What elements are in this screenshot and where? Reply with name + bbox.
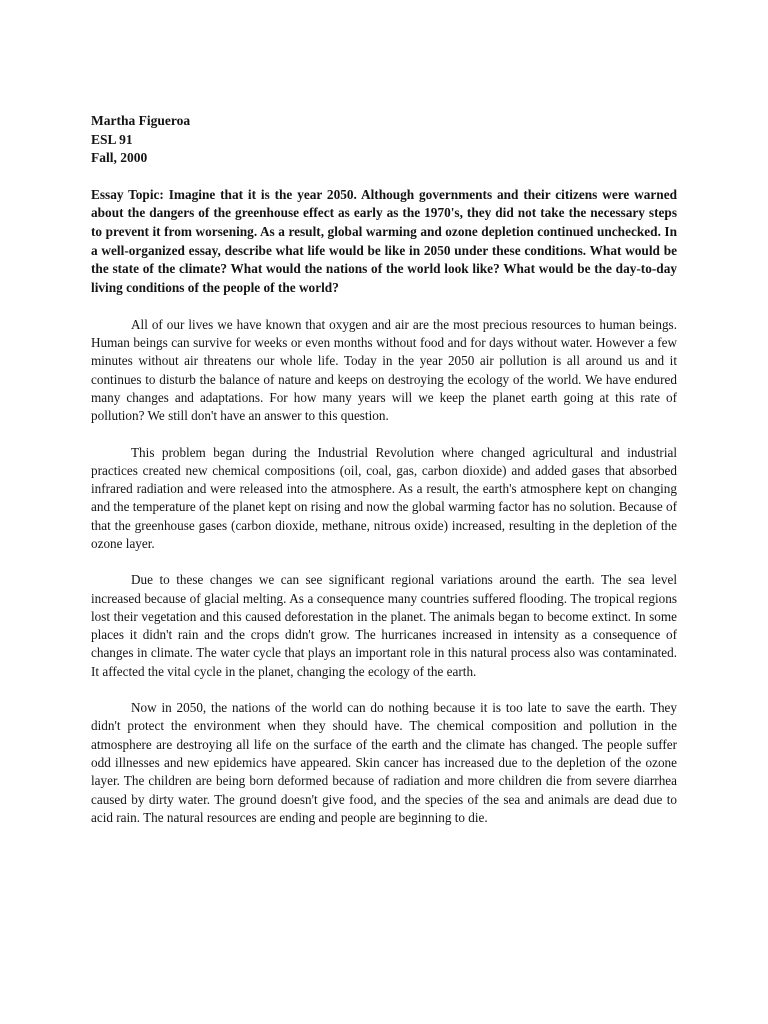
author-name: Martha Figueroa xyxy=(91,113,191,128)
essay-body xyxy=(91,316,677,827)
essay-paragraph: Due to these changes we can see significant regional variations around the earth. The sea level increased because of glacial melting. As a consequence many countries suffered flooding. The tropical regions lost their vegetation and this caused deforestation in the planet. The animals began to become extinct. In some places it didn't rain and the crops didn't grow. The hurricanes increased in intensity as a consequence of changes in climate. The water cycle that plays an important role in this natural process also was contaminated. It affected the vital cycle in the planet, changing the ecology of the earth. xyxy=(91,572,677,679)
essay-paragraph: Now in 2050, the nations of the world can do nothing because it is too late to save the earth. They didn't protect the environment when they should have. The chemical composition and pollution in the atmosphere are destroying all life on the surface of the earth and the climate has changed. The people suffer odd illnesses and new epidemics have appeared. Skin cancer has increased due to the depletion of the ozone layer. The children are being born deformed because of radiation and more children die from severe diarrhea caused by dirty water. The ground doesn't give food, and the species of the sea and animals are dead due to acid rain. The natural resources are ending and people are beginning to die. xyxy=(91,700,677,825)
term: Fall, 2000 xyxy=(91,150,148,165)
header-block xyxy=(91,112,677,168)
essay-topic: Essay Topic: Imagine that it is the year 2050. Although governments and their citizens were warned about the dangers of the greenhouse effect as early as the 1970's, they did not take the necessary steps to prevent it from worsening. As a result, global warming and ozone depletion continued unchecked. In a well-organized essay, describe what life would be like in 2050 under these conditions. What would be the state of the climate? What would the nations of the world look like? What would be the day-to-day living conditions of the people of the world? xyxy=(91,186,677,296)
course-name: ESL 91 xyxy=(91,131,133,147)
document-page xyxy=(91,112,677,845)
essay-paragraph: All of our lives we have known that oxygen and air are the most precious resources to human beings. Human beings can survive for weeks or even months without food and for days without water. However a few minutes without air threatens our whole life. Today in the year 2050 air pollution is all around us and it continues to disturb the balance of nature and keeps on destroying the ecology of the world. We have endured many changes and adaptations. For how many years will we keep the planet earth going at this rate of pollution? We still don't have an answer to this question. xyxy=(91,316,677,424)
essay-paragraph: This problem began during the Industrial Revolution where changed agricultural and industrial practices created new chemical compositions (oil, coal, gas, carbon dioxide) and added gases that absorbed infrared radiation and were released into the atmosphere. As a result, the earth's atmosphere kept on changing and the temperature of the planet kept on rising and now the global warming factor has no solution. Because of that the greenhouse gases (carbon dioxide, methane, nitrous oxide) increased, resulting in the depletion of the ozone layer. xyxy=(91,444,677,551)
